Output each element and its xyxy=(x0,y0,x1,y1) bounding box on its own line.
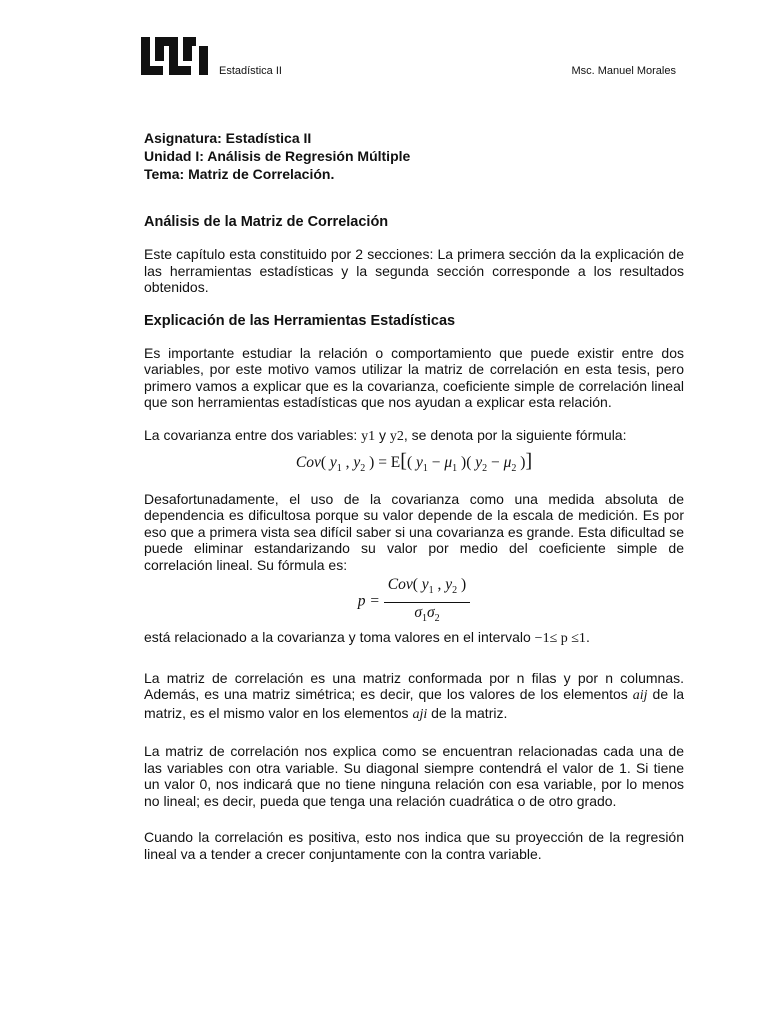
text-fragment: y xyxy=(375,426,390,443)
section-heading-explicacion: Explicación de las Herramientas Estadísticas xyxy=(144,312,456,329)
paragraph-matrix-definition xyxy=(144,670,684,724)
text-fragment: La matriz de correlación es una matriz conformada por n filas y por n columnas. Además, es una matriz simétrica; es decir, que los valores de los elementos xyxy=(144,669,684,703)
formula-lhs: p = xyxy=(357,592,380,610)
text-fragment: , se denota por la siguiente fórmula: xyxy=(403,426,627,443)
paragraph-matrix-explanation: La matriz de correlación nos explica como se encuentran relacionadas cada una de las variables con otra variable. Su diagonal siempre contendrá el valor de 1. Si tiene un valor 0, nos indicará que no tiene ninguna relación con esa variable, por lo menos no lineal; es decir, pueda que tenga una relación cuadrática o de otro grado. xyxy=(144,743,684,809)
paragraph-positive-correlation: Cuando la correlación es positiva, esto nos indica que su proyección de la regresión lineal va a tender a crecer conjuntamente con la contra variable. xyxy=(144,829,684,862)
header-author: Msc. Manuel Morales xyxy=(571,65,676,77)
text-fragment: La covarianza entre dos variables: xyxy=(144,426,362,443)
formula-denominator: $\sigma_1\sigma_2$ xyxy=(414,603,440,624)
paragraph-interval xyxy=(144,629,684,648)
correlation-formula xyxy=(144,577,684,627)
document-titles xyxy=(144,129,410,183)
covariance-formula: Cov( $y_1$ , $y_2$ ) = E[( $y_1 - \mu_1$ )( $y_2 - \mu_2$ )] xyxy=(295,450,533,475)
text-fragment: de la matriz. xyxy=(427,704,508,721)
paragraph-importance: Es importante estudiar la relación o comportamiento que puede existir entre dos variables, por este motivo vamos utilizar la matriz de correlación en esta tesis, pero primero vamos a explicar que es la covarianza, coeficiente simple de correlación lineal que son herramientas estadísticas que nos ayudan a explicar esta relación. xyxy=(144,344,684,410)
title-unidad: Unidad I: Análisis de Regresión Múltiple xyxy=(144,148,411,164)
text-fragment: . xyxy=(585,629,590,646)
text-fragment: de la matriz, es el mismo valor en los elementos xyxy=(144,686,684,721)
var-y2: y2 xyxy=(389,428,404,444)
paragraph-covariance-intro xyxy=(144,427,684,446)
var-y1: y1 xyxy=(361,428,376,444)
section-heading-analisis: Análisis de la Matriz de Correlación xyxy=(144,214,389,230)
title-tema: Tema: Matriz de Correlación. xyxy=(144,166,335,182)
title-asignatura: Asignatura: Estadística II xyxy=(144,130,312,146)
formula-numerator: Cov( $y_1$ , $y_2$ ) xyxy=(384,577,470,603)
element-aji: aji xyxy=(412,706,428,722)
text-fragment: está relacionado a la covarianza y toma valores en el intervalo xyxy=(144,629,535,646)
header-course: Estadística II xyxy=(219,65,282,77)
uni-logo xyxy=(141,37,208,75)
document-body xyxy=(144,213,684,878)
paragraph-covariance-problem: Desafortunadamente, el uso de la covarianza como una medida absoluta de dependencia es dificultosa porque su valor depende de la escala de medición. Es por eso que a primera vista sea difícil saber si una covarianza es grande. Esta dificultad se puede eliminar estandarizando su valor por medio del coeficiente simple de correlación lineal. Su fórmula es: xyxy=(144,490,684,573)
interval-expression: −1≤ p ≤1 xyxy=(534,631,586,647)
formula-fraction xyxy=(384,577,470,627)
paragraph-intro: Este capítulo esta constituido por 2 secciones: La primera sección da la explicación de las herramientas estadísticas y la segunda sección corresponde a los resultados obtenidos. xyxy=(144,246,684,295)
element-aij: aij xyxy=(632,688,648,704)
